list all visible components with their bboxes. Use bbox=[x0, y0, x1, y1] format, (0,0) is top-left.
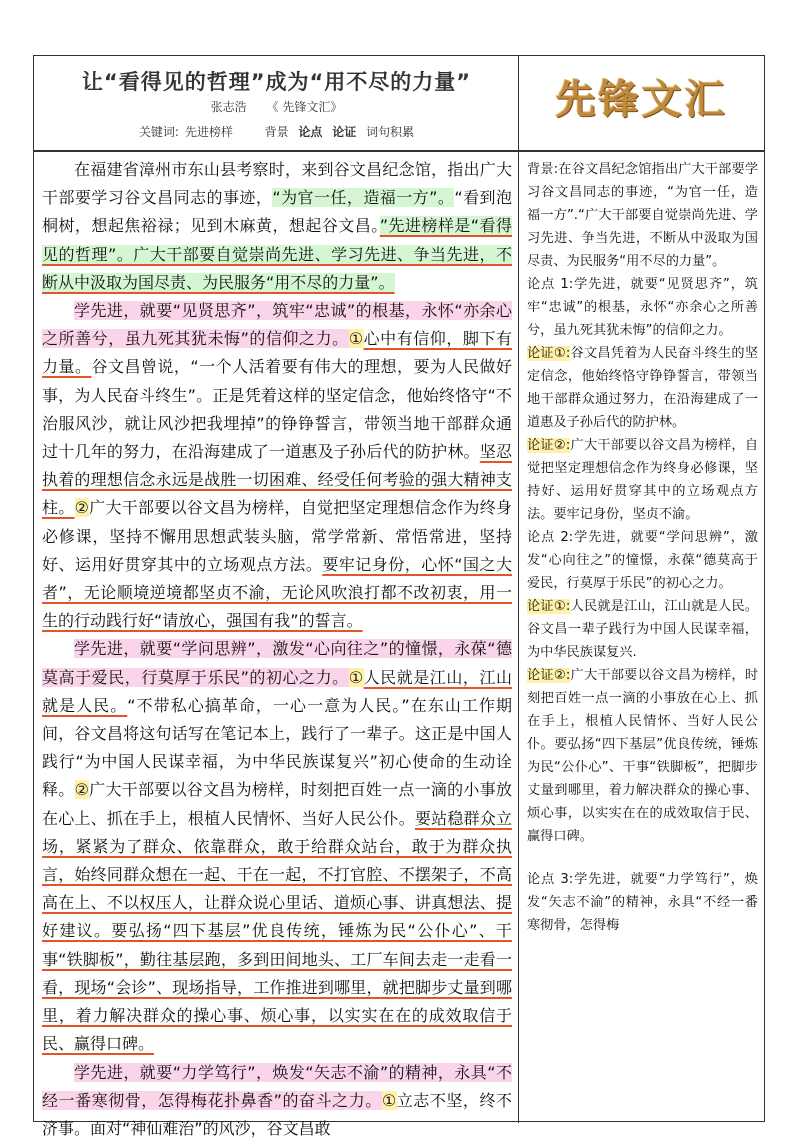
keywords-role: 先进榜样 bbox=[185, 125, 233, 139]
p3-claim-1: 人民就是江山，江山就是人民。 bbox=[42, 668, 512, 715]
note-lp1-label: 论点 1: bbox=[527, 277, 573, 292]
byline bbox=[34, 98, 519, 115]
note-proof-2b bbox=[527, 664, 758, 848]
article-sheet bbox=[33, 55, 765, 1122]
keyword-phrases: 词句积累 bbox=[366, 125, 414, 139]
paragraph-3 bbox=[42, 635, 512, 1058]
p3-practice: 要站稳群众立场，紧紧为了群众、依靠群众，敢于给群众站台，敢于为群众执言，始终同群众想在一起、干在一起，不打官腔、不摆架子，不高高在上、不以权压人，让群众说心里话、道烦心事、讲真想法、提好建议。要弘扬“四下基层”优良传统，锤炼为民“公仆心”、干事“铁脚板”，勤往基层跑，多到田间地头、工厂车间去走一走看一看，现场“会诊”、现场指导，工作推进到哪里，就把脚步丈量到哪里，着力解决群众的操心事、烦心事，以实实在在的成效取信于民、赢得口碑。 bbox=[42, 809, 512, 1054]
note-argument-2 bbox=[527, 526, 758, 595]
note-lz2-text: 广大干部要以谷文昌为榜样，自觉把坚定理想信念作为终身必修课，坚持好、运用好贯穿其中的立场观点方法。要牢记身份，坚贞不渝。 bbox=[527, 438, 758, 522]
notes-column bbox=[519, 152, 764, 1123]
p1-quote: “为官一任，造福一方”。 bbox=[272, 188, 454, 207]
note-proof-1a bbox=[527, 342, 758, 434]
note-lp1-text: 学先进，就要“见贤思齐”，筑牢“忠诚”的根基，永怀“亦余心之所善兮，虽九死其犹未悔”的信仰之力。 bbox=[527, 277, 758, 338]
note-lp2-text: 学先进，就要“学问思辨”，激发“心向往之”的憧憬，永葆“德莫高于爱民，行莫厚于乐民”的初心之力。 bbox=[527, 530, 758, 591]
p2-marker-2: ② bbox=[75, 498, 90, 517]
p2-claim-2: 广大干部要以谷文昌为榜样，自觉把坚定理想信念作为终身必修课，坚持不懈用思想武装头脑，常学常新、常悟常进，坚持好、运用好贯穿其中的立场观点方法。 bbox=[42, 498, 512, 573]
note-lz2-label: 论证②: bbox=[527, 438, 570, 453]
paragraph-1 bbox=[42, 156, 512, 297]
p4-marker-1: ① bbox=[382, 1091, 397, 1110]
note-lz1-text: 谷文昌凭着为人民奋斗终生的坚定信念，他始终恪守铮铮誓言，带领当地干部群众通过努力，在沿海建成了一道惠及子孙后代的防护林。 bbox=[527, 346, 758, 430]
p2-vow: 要牢记身份，心怀“国之大者”，无论顺境逆境都坚贞不渝，无论风吹浪打都不改初衷，用一生的行动践行好“请放心，强国有我”的誓言。 bbox=[42, 555, 512, 630]
note-argument-3 bbox=[527, 868, 758, 937]
p3-argument: 学先进，就要“学问思辨”，激发“心向往之”的憧憬，永葆“德莫高于爱民，行莫厚于乐民”的初心之力。 bbox=[42, 639, 512, 686]
p2-claim-1: 心中有信仰，脚下有力量。 bbox=[42, 329, 512, 376]
source-name: 《 先锋文汇》 bbox=[267, 100, 343, 114]
keyword-argument: 论点 bbox=[298, 125, 322, 139]
keyword-background: 背景 bbox=[265, 125, 289, 139]
note-argument-1 bbox=[527, 273, 758, 342]
note-lz4-label: 论证②: bbox=[527, 668, 570, 683]
note-bg-text: 在谷文昌纪念馆指出广大干部要学习谷文昌同志的事迹，“为官一任，造福一方”.“广大干部要自觉崇尚先进、学习先进、争当先进，不断从中汲取为国尽责、为民服务“用不尽的力量”。 bbox=[527, 162, 758, 269]
p2-marker-1: ① bbox=[349, 329, 364, 348]
note-lp3-text: 学先进，就要“力学笃行”，焕发“矢志不渝”的精神，永具“不经一番寒彻骨，怎得梅 bbox=[527, 872, 758, 933]
p3-evidence: “不带私心搞革命，一心一意为人民。”在东山工作期间，谷文昌将这句话写在笔记本上，践行了一辈子。这正是中国人践行“为中国人民谋幸福，为中华民族谋复兴”初心使命的生动诠释。 bbox=[42, 696, 512, 800]
note-lz3-label: 论证①: bbox=[527, 599, 570, 614]
article-header bbox=[34, 56, 519, 152]
p2-evidence: 谷文昌曾说，“一个人活着要有伟大的理想，要为人民做好事，为人民奋斗终生”。正是凭着这样的坚定信念，他始终恪守“不治服风沙，就让风沙把我埋掉”的铮铮誓言，带领当地干部群众通过十几年的努力，在沿海建成了一道惠及子孙后代的防护林。 bbox=[42, 357, 512, 461]
note-lp3-label: 论点 3: bbox=[527, 872, 573, 887]
note-bg-label: 背景: bbox=[527, 162, 558, 177]
keyword-proof: 论证 bbox=[332, 125, 356, 139]
brand-logo: 先锋文汇 bbox=[519, 68, 764, 125]
note-lz3-text: 人民就是江山，江山就是人民。谷文昌一辈子践行为中国人民谋幸福，为中华民族谋复兴. bbox=[527, 599, 758, 660]
keywords-line bbox=[34, 123, 519, 140]
article-body bbox=[34, 152, 519, 1123]
note-proof-2a bbox=[527, 595, 758, 664]
keywords-label: 关键词: bbox=[139, 125, 179, 139]
p3-marker-1: ① bbox=[349, 668, 364, 687]
p1-intro: 在福建省漳州市东山县考察时，来到谷文昌纪念馆，指出广大干部要学习谷文昌同志的事迹， bbox=[42, 160, 512, 207]
author-name: 张志浩 bbox=[211, 100, 247, 114]
p1-thesis: ”先进榜样是“看得见的哲理”。广大干部要自觉崇尚先进、学习先进、争当先进，不断从中汲取为国尽责、为民服务“用不尽的力量”。 bbox=[42, 216, 512, 291]
p1-poem: “看到泡桐树，想起焦裕禄；见到木麻黄，想起谷文昌。 bbox=[42, 188, 512, 235]
article-title: 让“看得见的哲理”成为“用不尽的力量” bbox=[34, 66, 519, 96]
p2-conclusion: 坚忍执着的理想信念永远是战胜一切困难、经受任何考验的强大精神支柱。 bbox=[42, 442, 512, 517]
p2-argument: 学先进，就要“见贤思齐”，筑牢“忠诚”的根基，永怀“亦余心之所善兮，虽九死其犹未悔”的信仰之力。 bbox=[42, 301, 512, 348]
p3-claim-2: 广大干部要以谷文昌为榜样，时刻把百姓一点一滴的小事放在心上、抓在手上，根植人民情怀、当好人民公仆。 bbox=[42, 780, 512, 827]
note-lz4-text: 广大干部要以谷文昌为榜样，时刻把百姓一点一滴的小事放在心上、抓在手上，根植人民情怀、当好人民公仆。要弘扬“四下基层”优良传统，锤炼为民“公仆心”、干事“铁脚板”，把脚步丈量到哪里，着力解决群众的操心事、烦心事，以实实在在的成效取信于民、赢得口碑。 bbox=[527, 668, 758, 844]
note-lz1-label: 论证①: bbox=[527, 346, 570, 361]
brand-panel bbox=[519, 56, 764, 152]
note-background bbox=[527, 158, 758, 273]
p4-argument: 学先进，就要“力学笃行”，焕发“矢志不渝”的精神，永具“不经一番寒彻骨，怎得梅花扑鼻香”的奋斗之力。 bbox=[42, 1063, 512, 1110]
p4-claim-1: 立志不坚，终不济事。面对“神仙难治”的风沙，谷文昌敢 bbox=[42, 1091, 512, 1138]
paragraph-2 bbox=[42, 297, 512, 635]
paragraph-4 bbox=[42, 1059, 512, 1143]
note-lp2-label: 论点 2: bbox=[527, 530, 573, 545]
note-proof-1b bbox=[527, 434, 758, 526]
p3-marker-2: ② bbox=[75, 780, 90, 799]
